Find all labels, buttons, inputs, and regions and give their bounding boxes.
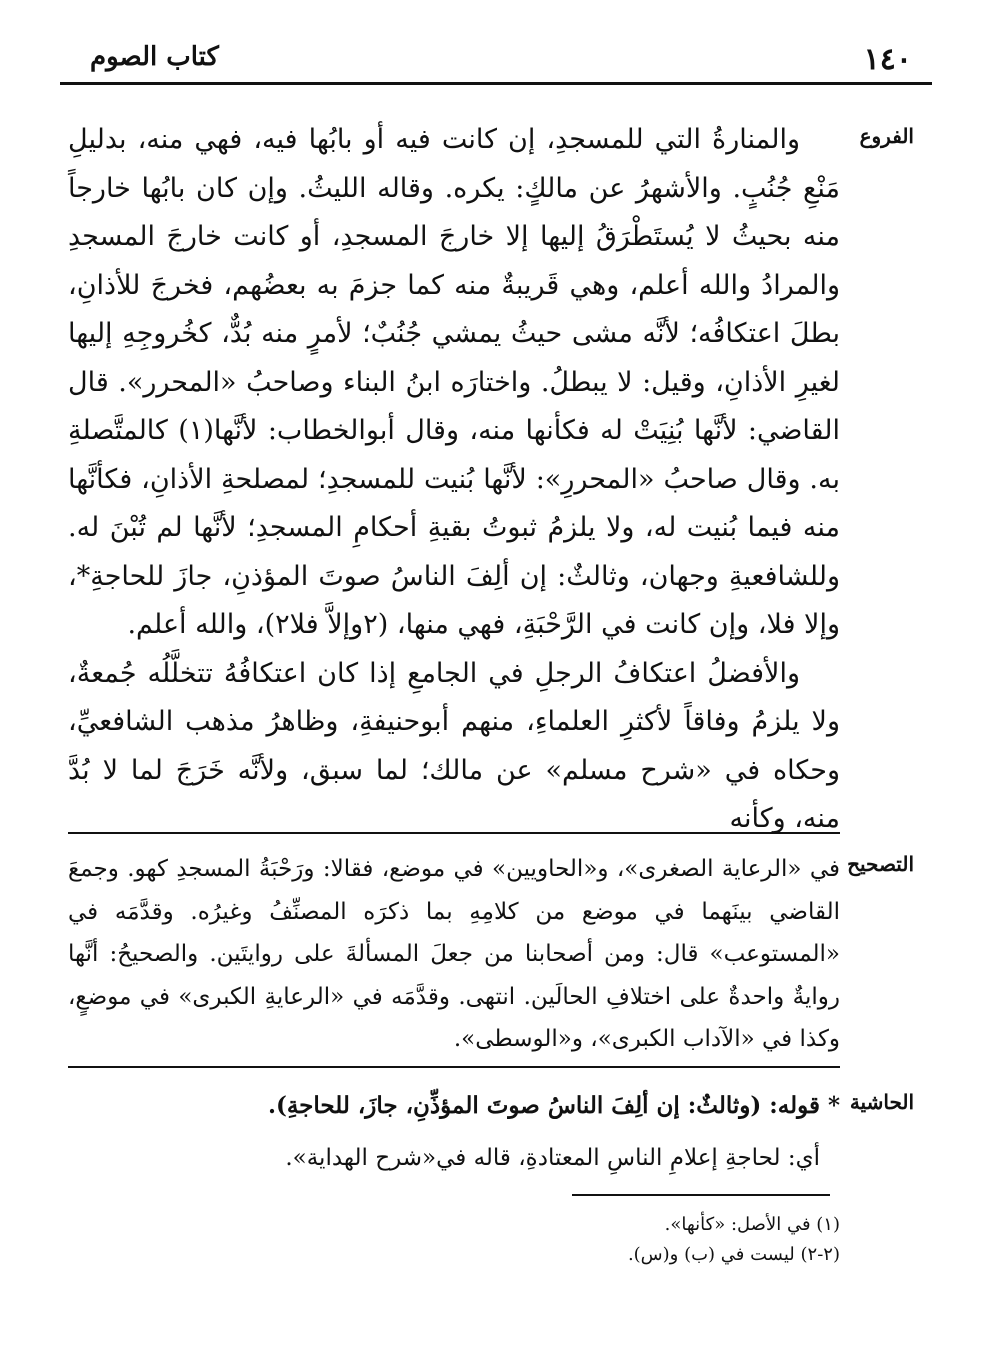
page-number: ١٤٠ xyxy=(863,42,912,77)
section-rule-1 xyxy=(68,832,840,834)
hashiya-explanation: أي: لحاجةِ إعلامِ الناسِ المعتادةِ، قاله في«شرح الهداية». xyxy=(285,1145,820,1171)
header-rule xyxy=(60,82,932,85)
main-text xyxy=(68,116,840,844)
page-header xyxy=(60,42,922,82)
side-label-hashiya: الحاشية xyxy=(849,1090,914,1114)
footnote-2: (٢-٢) ليست في (ب) و(س). xyxy=(627,1244,840,1265)
hashiya-quote: * قوله: (وثالثٌ: إن ألِفَ الناسُ صوتَ المؤذِّنِ، جازَ، للحاجةِ). xyxy=(267,1092,840,1119)
main-paragraph-1: والمنارةُ التي للمسجدِ، إن كانت فيه أو بابُها فيه، فهي منه، بدليلِ مَنْعِ جُنُبٍ. والأشهرُ عن مالكٍ: يكره. وقاله الليثُ. وإن كان بابُها خارجاً منه بحيثُ لا يُستَطْرَقُ إليها إلا خارجَ المسجدِ، أو كانت خارجَ المسجدِ والمرادُ والله أعلم، وهي قَريبةٌ منه كما جزمَ به بعضُهم، فخرجَ للأذانِ، بطلَ اعتكافُه؛ لأنَّه مشى حيثُ يمشي جُنُبٌ؛ لأمرٍ منه بُدٌّ، كخُروجِهِ إليها لغيرِ الأذانِ، وقيل: لا يبطلُ. واختارَه ابنُ البناء وصاحبُ «المحرر». قال القاضي: لأنَّها بُنِيَتْ له فكأنها منه، وقال أبوالخطاب: لأنَّها(١) كالمتَّصلةِ به. وقال صاحبُ «المحررِ»: لأنَّها بُنيت للمسجدِ؛ لمصلحةِ الأذانِ، فكأنَّها منه فيما بُنيت له، ولا يلزمُ ثبوتُ بقيةِ أحكامِ المسجدِ؛ لأنَّها لم تُبْنَ له. وللشافعيةِ وجهان، وثالثٌ: إن ألِفَ الناسُ صوتَ المؤذنِ، جازَ للحاجةِ*، وإلا فلا، وإن كانت في الرَّحْبَةِ، فهي منها، (٢وإلاَّ فلا٢)، والله أعلم. xyxy=(68,124,841,640)
running-title: كتاب الصوم xyxy=(90,42,219,72)
main-paragraph-2: والأفضلُ اعتكافُ الرجلِ في الجامعِ إذا كان اعتكافُهُ تتخلَّلُه جُمعةٌ، ولا يلزمُ وفاقاً لأكثرِ العلماءِ، منهم أبوحنيفةِ، وظاهرُ مذهب الشافعيِّ، وحكاه في «شرح مسلم» عن مالك؛ لما سبق، ولأنَّه خَرَجَ لما لا بُدَّ منه، وكأنه xyxy=(68,657,840,834)
footnote-rule xyxy=(572,1194,830,1196)
side-label-tashih: التصحيح xyxy=(847,852,914,876)
correction-text: في «الرعاية الصغرى»، و«الحاويين» في موضع، فقالا: ورَحْبَةُ المسجدِ كهو. وجمعَ القاضي بينَهما في موضع من كلامِهِ بما ذكرَه المصنِّفُ وغيرُه. وقدَّمَه في «المستوعب» قال: ومن أصحابنا من جعلَ المسألةَ على روايتَين. والصحيحُ: أنَّها روايةٌ واحدةٌ على اختلافِ الحالَين. انتهى. وقدَّمَه في «الرعايةِ الكبرى» في موضعٍ، وكذا في «الآداب الكبرى»، و«الوسطى». xyxy=(68,856,840,1052)
hashiya-text xyxy=(68,1085,840,1179)
section-rule-2 xyxy=(68,1066,840,1068)
footnote-1: (١) في الأصل: «كأنها». xyxy=(664,1214,840,1235)
side-label-furu: الفروع xyxy=(859,124,914,148)
footnotes xyxy=(68,1210,840,1270)
